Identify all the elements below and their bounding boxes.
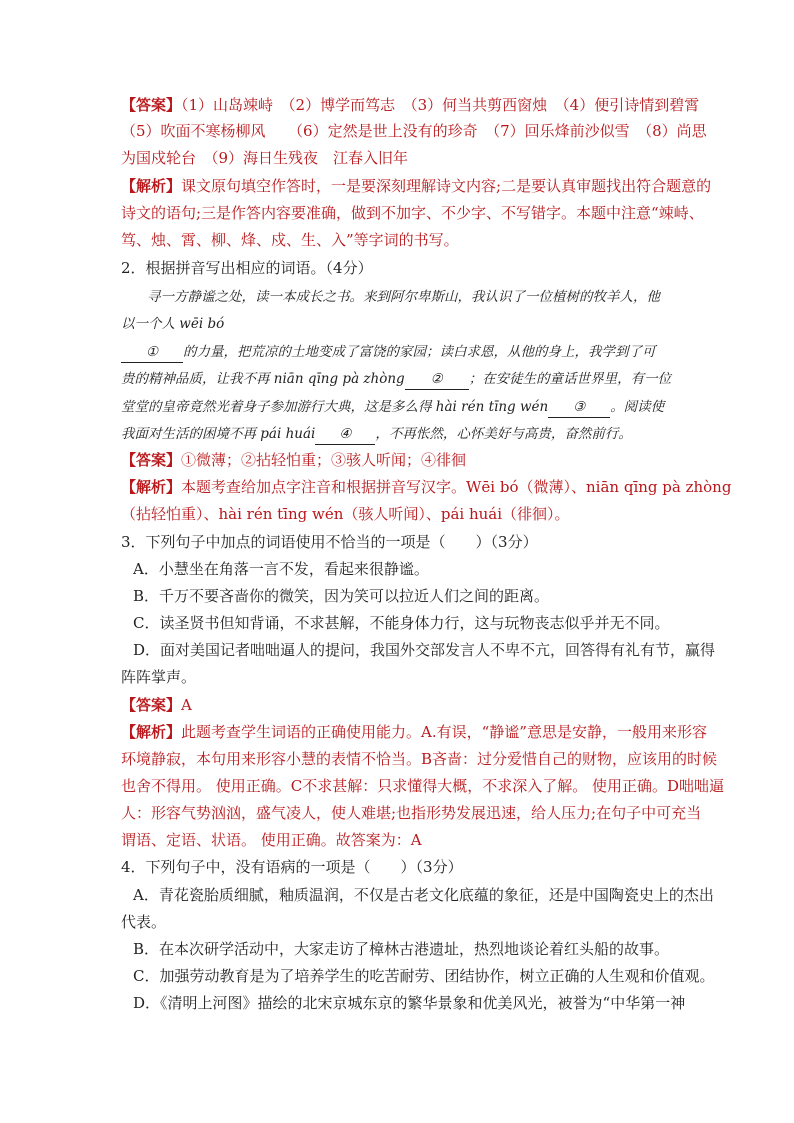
q3-analysis-text-5: 谓语、定语、状语。 使用正确。故答案为：A xyxy=(121,831,422,849)
answer-tag: 【答案】 xyxy=(121,696,182,714)
answer-tag: 【答案】 xyxy=(121,451,182,469)
q2-passage-text-4b: ；在安徒生的童话世界里，有一位 xyxy=(468,371,672,387)
analysis-tag: 【解析】 xyxy=(121,723,182,741)
q3-analysis-line-1 xyxy=(121,722,707,742)
q1-answer-line-2 xyxy=(121,121,707,141)
q3-analysis-line-4 xyxy=(121,803,701,823)
q3-answer-line xyxy=(121,695,192,715)
q3-title: 3．下列句子中加点的词语使用不恰当的一项是（ ）（3分） xyxy=(121,533,538,551)
q1-answer-text-3: 为国戍轮台 （9）海日生残夜 江春入旧年 xyxy=(121,149,409,167)
q1-answer-line-3 xyxy=(121,148,408,168)
q2-passage-line-4 xyxy=(121,369,671,390)
blank-2: ② xyxy=(405,369,469,390)
q3-analysis-text-1b: 意思是安静，一般用来形容 xyxy=(526,723,707,741)
q1-analysis-line-2 xyxy=(121,203,704,223)
q3-analysis-line-3 xyxy=(121,776,724,796)
q2-passage-text-4a: 贵的精神品质，让我不再 niān qīng pà zhòng xyxy=(121,371,405,387)
q3-analysis-text-4: 人：形容气势汹汹，盛气凌人，使人难堪;也指形势发展迅速，给人压力;在句子中可充当 xyxy=(121,804,702,822)
q3-option-d-line-1: D．面对美国记者咄咄逼人的提问，我国外交部发言人不卑不亢，回答得有礼有节，赢得 xyxy=(133,641,716,659)
q3-answer-text: A xyxy=(181,696,192,714)
analysis-tag: 【解析】 xyxy=(121,177,182,195)
q1-answer-text-1: （1）山岛竦峙 （2）博学而笃志 （3）何当共剪西窗烛 （4）便引诗情到碧霄 xyxy=(181,96,700,114)
q2-answer-line xyxy=(121,450,466,470)
q4-title: 4．下列句子中，没有语病的一项是（ ）（3分） xyxy=(121,858,463,876)
answer-tag: 【答案】 xyxy=(121,96,182,114)
q1-analysis-text-3: 笃、烛、霄、柳、烽、戍、生、入”等字词的书写。 xyxy=(121,231,459,249)
q2-passage-line-6 xyxy=(121,424,632,445)
blank-3: ③ xyxy=(548,397,610,418)
q3-analysis-line-5 xyxy=(121,830,422,850)
q3-analysis-line-2 xyxy=(121,749,717,769)
q4-option-b: B．在本次研学活动中，大家走访了樟林古港遗址，热烈地谈论着红头船的故事。 xyxy=(133,940,670,958)
q1-analysis-text-1: 课文原句填空作答时，一是要深刻理解诗文内容;二是要认真审题找出符合题意的 xyxy=(181,177,712,195)
q1-analysis-text-2: 诗文的语句;三是作答内容要准确，做到不加字、不少字、不写错字。本题中注意“竦峙、 xyxy=(121,204,704,222)
blank-1: ① xyxy=(121,342,183,363)
q2-answer-text: ①微薄；②拈轻怕重；③骇人听闻；④徘徊 xyxy=(181,451,467,469)
q2-passage-line-2: 以一个人 wēi bó xyxy=(121,316,225,332)
q2-analysis-line-2 xyxy=(121,504,570,524)
q3-option-a: A．小慧坐在角落一言不发，看起来很静谧。 xyxy=(133,560,429,578)
q2-passage-text-5b: 。阅读使 xyxy=(610,399,665,415)
analysis-tag: 【解析】 xyxy=(121,478,182,496)
q2-passage-line-1: 寻一方静谧之处，读一本成长之书。来到阿尔卑斯山，我认识了一位植树的牧羊人，他 xyxy=(147,289,660,305)
q4-option-c: C．加强劳动教育是为了培养学生的吃苦耐劳、团结协作，树立正确的人生观和价值观。 xyxy=(133,967,715,985)
q3-analysis-text-3: 也舍不得用。 使用正确。C不求甚解：只求懂得大概，不求深入了解。 使用正确。D咄咄逼 xyxy=(121,777,725,795)
q1-analysis-line-1 xyxy=(121,176,711,196)
q2-analysis-line-1 xyxy=(121,477,731,497)
blank-4: ④ xyxy=(315,424,375,445)
q3-analysis-text-1a: 此题考查学生词语的正确使用能力。A.有误， xyxy=(181,723,482,741)
q4-option-a-line-1: A．青花瓷胎质细腻，釉质温润，不仅是古老文化底蕴的象征，还是中国陶瓷史上的杰出 xyxy=(133,886,714,904)
q2-passage-text-6a: 我面对生活的困境不再 pái huái xyxy=(121,426,316,442)
q1-analysis-line-3 xyxy=(121,230,459,250)
q3-option-d-line-2: 阵阵掌声。 xyxy=(121,668,197,686)
q3-analysis-quote: “静谧” xyxy=(481,723,527,741)
q2-passage-line-3 xyxy=(121,342,656,363)
q3-option-c: C．读圣贤书但知背诵，不求甚解，不能身体力行，这与玩物丧志似乎并无不同。 xyxy=(133,614,670,632)
q1-answer-text-2: （5）吹面不寒杨柳风 （6）定然是世上没有的珍奇 （7）回乐烽前沙似雪 （8）尚思 xyxy=(121,122,707,140)
q2-passage-line-5 xyxy=(121,397,664,418)
q3-analysis-text-2: 环境静寂，本句用来形容小慧的表情不恰当。B吝啬：过分爱惜自己的财物，应该用的时候 xyxy=(121,750,718,768)
q1-answer-line-1 xyxy=(121,95,699,115)
q2-passage-text-3: 的力量，把荒凉的土地变成了富饶的家园；读白求恩，从他的身上，我学到了可 xyxy=(183,344,656,360)
q2-title: 2．根据拼音写出相应的词语。（4分） xyxy=(121,259,373,277)
q2-analysis-text-1: 本题考查给加点字注音和根据拼音写汉字。Wēi bó（微薄）、niān qīng pà zhòng xyxy=(181,478,732,496)
q2-passage-text-6b: ，不再怅然，心怀美好与高贵，奋然前行。 xyxy=(375,426,632,442)
q2-passage-text-5a: 堂堂的皇帝竟然光着身子参加游行大典，这是多么得 hài rén tīng wén xyxy=(121,399,549,415)
q4-option-d: D．《清明上河图》描绘的北宋京城东京的繁华景象和优美风光，被誉为“中华第一神 xyxy=(133,994,686,1012)
q2-analysis-text-2: （拈轻怕重）、hài rén tīng wén（骇人听闻）、pái huái（徘徊）。 xyxy=(121,505,570,523)
q3-option-b: B．千万不要吝啬你的微笑，因为笑可以拉近人们之间的距离。 xyxy=(133,587,550,605)
q4-option-a-line-2: 代表。 xyxy=(121,913,167,931)
